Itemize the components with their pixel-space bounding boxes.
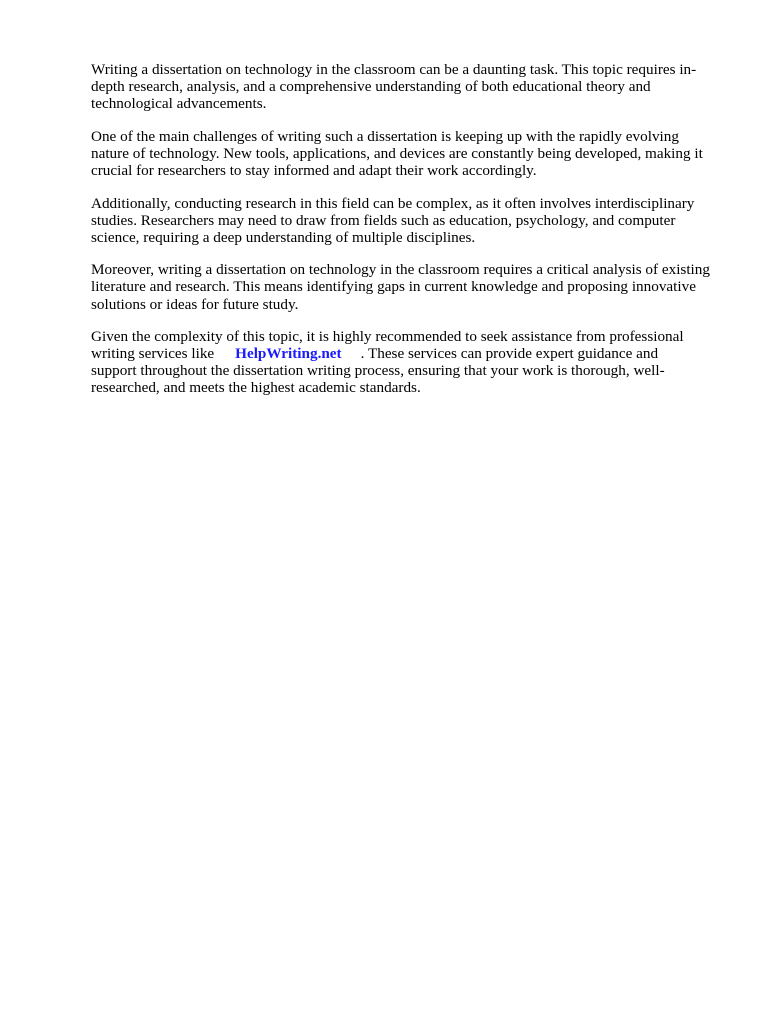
text-line: science, requiring a deep understanding of multiple disciplines. xyxy=(91,228,476,246)
text-line: One of the main challenges of writing such a dissertation is keeping up with the rapidly evolving xyxy=(91,127,679,145)
document-body xyxy=(91,61,731,412)
paragraph-research xyxy=(91,195,731,246)
paragraph-analysis xyxy=(91,261,731,312)
text-line: crucial for researchers to stay informed and adapt their work accordingly. xyxy=(91,161,537,179)
text-line-with-link xyxy=(91,345,731,362)
text-line: Moreover, writing a dissertation on technology in the classroom requires a critical analysis of existing xyxy=(91,261,710,279)
paragraph-intro xyxy=(91,61,731,112)
text-line: solutions or ideas for future study. xyxy=(91,295,299,313)
text-line: Additionally, conducting research in this field can be complex, as it often involves interdisciplinary xyxy=(91,194,695,212)
text-line: support throughout the dissertation writing process, ensuring that your work is thorough, well- xyxy=(91,362,665,380)
text-line: literature and research. This means identifying gaps in current knowledge and proposing innovative xyxy=(91,278,696,296)
text-line: Given the complexity of this topic, it is highly recommended to seek assistance from professional xyxy=(91,328,684,346)
text-line: researched, and meets the highest academic standards. xyxy=(91,379,421,397)
helpwriting-link[interactable]: HelpWriting.net xyxy=(235,345,342,363)
text-fragment: . These services can provide expert guidance and xyxy=(360,345,659,363)
text-line: nature of technology. New tools, applications, and devices are constantly being developed, making it xyxy=(91,144,703,162)
text-line: Writing a dissertation on technology in the classroom can be a daunting task. This topic requires in- xyxy=(91,61,697,78)
text-line: technological advancements. xyxy=(91,95,267,113)
text-fragment: writing services like xyxy=(91,345,215,363)
paragraph-recommendation xyxy=(91,328,731,396)
paragraph-challenges xyxy=(91,128,731,179)
text-line: studies. Researchers may need to draw from fields such as education, psychology, and computer xyxy=(91,211,676,229)
text-line: depth research, analysis, and a comprehensive understanding of both educational theory and xyxy=(91,78,651,96)
